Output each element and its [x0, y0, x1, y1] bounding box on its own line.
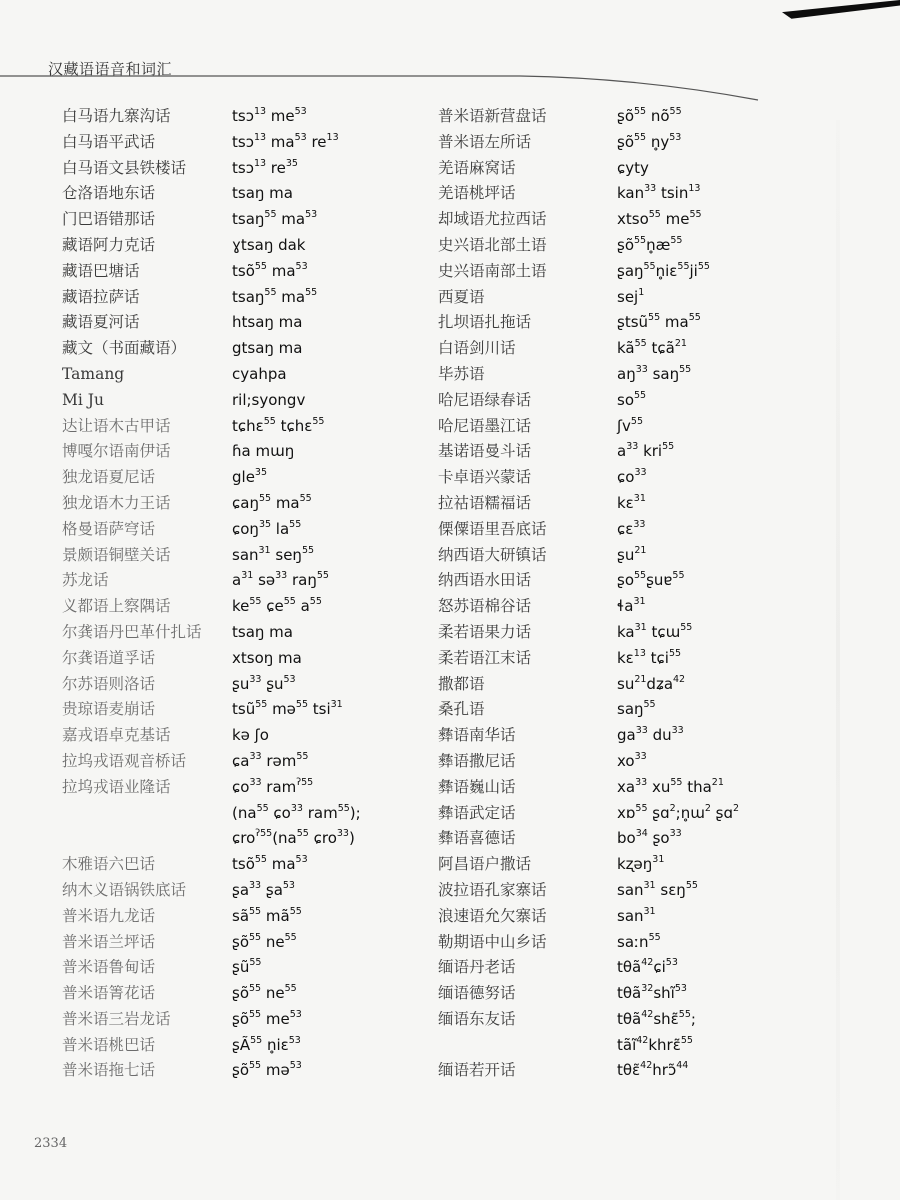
word-form: tsõ$^{55}$ $ma^{53}$	[232, 260, 308, 280]
word-form: tsaŋ ma	[232, 622, 293, 641]
word-form: xtso$^{55}$ $me^{55}$	[617, 209, 702, 229]
word-form: ɦa mɯŋ	[232, 442, 295, 461]
word-form: ʂõ$^{55}$ mə$^{53}$	[232, 1060, 302, 1080]
right-forms	[617, 104, 739, 1084]
word-form: kʐəŋ$^{31}$	[617, 854, 665, 874]
dialect-name: 缅语丹老话	[438, 958, 516, 977]
page-fold-shadow	[836, 120, 840, 1200]
dialect-name: 藏文（书面藏语）	[62, 339, 187, 358]
dialect-name: 毕苏语	[438, 364, 485, 383]
dialect-name: 哈尼语绿春话	[438, 390, 532, 409]
word-form: $so^{55}$	[617, 389, 647, 409]
word-form: ʂu$^{21}$	[617, 544, 647, 564]
word-form: tsaŋ$^{55}$ $ma^{53}$	[232, 209, 318, 229]
word-form: ʂõ$^{55}$ $nõ^{55}$	[617, 106, 682, 125]
dialect-name: 尔苏语则洛话	[62, 674, 156, 693]
word-form: $aŋ^{33}$ saŋ$^{55}$	[617, 363, 692, 383]
dialect-name: 木雅语六巴话	[62, 855, 156, 874]
dialect-name: 仓洛语地东话	[62, 184, 156, 203]
word-form: $ʂaŋ^{55}n̥iɛ^{55}ji^{55}$	[617, 260, 710, 280]
word-form: ɕo$^{33}$ ram$^{ʔ55}$	[232, 776, 314, 796]
dialect-name	[62, 801, 202, 827]
word-form: $ʂõ^{55}n̥æ^{55}$	[617, 234, 683, 254]
dialect-name: 拉坞戎语观音桥话	[62, 751, 187, 770]
dialect-name: 傈僳语里吾底话	[438, 519, 547, 538]
dialect-name: 史兴语北部土语	[438, 235, 547, 254]
word-form: ʂũ$^{55}$	[232, 957, 262, 977]
dialect-name: 白马语平武话	[62, 132, 156, 151]
dialect-name: 卡卓语兴蒙话	[438, 468, 532, 487]
word-form: gtsaŋ ma	[232, 339, 303, 358]
dialect-name: 普米语桃巴话	[62, 1035, 156, 1054]
word-form: tãĩ$^{42}$khrɛ̃$^{55}$	[617, 1034, 693, 1054]
word-form: saːn$^{55}$	[617, 931, 661, 951]
dialect-name: 景颇语铜壁关话	[62, 545, 171, 564]
word-form: tɕhɛ$^{55}$ tɕhɛ$^{55}$	[232, 415, 325, 435]
word-form: ʂtsũ$^{55}$ $ma^{55}$	[617, 312, 701, 332]
word-form: tθã$^{42}$shɛ̃$^{55}$;	[617, 1008, 696, 1028]
word-form: ʂo$^{55}$ʂuɐ$^{55}$	[617, 570, 685, 590]
dialect-name: 缅语东友话	[438, 1009, 516, 1028]
word-form: htsaŋ ma	[232, 313, 303, 332]
word-form: ɕa$^{33}$ rəm$^{55}$	[232, 750, 309, 770]
dialect-name: 藏语拉萨话	[62, 287, 140, 306]
dialect-name: 普米语新营盘话	[438, 107, 547, 125]
word-form: cyahpa	[232, 364, 287, 383]
dialect-name: Mi Ju	[62, 390, 104, 409]
dialect-name: 阿昌语户撒话	[438, 855, 532, 874]
dialect-name: 缅语若开话	[438, 1061, 516, 1080]
dialect-name: Tamang	[62, 364, 125, 383]
dialect-name: 扎坝语扎拖话	[438, 313, 532, 332]
word-form: $ɕro^{ʔ55}(na^{55}$ ɕro$^{33}$)	[232, 828, 355, 848]
word-form: ɕo$^{33}$	[617, 467, 647, 487]
word-form: gle$^{35}$	[232, 467, 268, 487]
dialect-name: 白马语文县铁楼话	[62, 158, 187, 177]
dialect-name: 白语剑川话	[438, 339, 516, 358]
dialect-name: 尔龚语丹巴革什扎话	[62, 622, 202, 641]
word-form: $xa^{33}$ $xu^{55}$ tha$^{21}$	[617, 776, 724, 796]
word-form: ʂa$^{33}$ ʂa$^{53}$	[232, 879, 295, 899]
word-form: $a^{33}$ kri$^{55}$	[617, 441, 675, 461]
word-form: xtsoŋ ma	[232, 648, 302, 667]
dialect-name: 彝语武定话	[438, 803, 516, 822]
word-form: ʂõ$^{55}$ $n̥y^{53}$	[617, 131, 682, 151]
dialect-name: 普米语兰坪话	[62, 932, 156, 951]
dialect-name: 柔若语江末话	[438, 648, 532, 667]
word-form: tsɔ$^{13}$ $ma^{53}$ $re^{13}$	[232, 131, 339, 151]
dialect-name: 尔龚语道孚话	[62, 648, 156, 667]
dialect-name: 达让语木古甲话	[62, 416, 171, 435]
word-form: ʂõ$^{55}$ $ne^{55}$	[232, 931, 297, 951]
dialect-name: 普米语箐花话	[62, 984, 156, 1003]
dialect-name: 苏龙话	[62, 571, 109, 590]
word-form: tθã$^{42}$ɕi$^{53}$	[617, 957, 678, 977]
word-form: tsaŋ$^{55}$ $ma^{55}$	[232, 286, 318, 306]
running-header: 汉藏语语音和词汇	[48, 60, 173, 78]
word-form: san$^{31}$ sɛŋ$^{55}$	[617, 879, 698, 899]
left-forms	[232, 104, 361, 1084]
word-form: ʃv$^{55}$	[617, 415, 644, 435]
word-form: $bo^{34}$ ʂo$^{33}$	[617, 828, 682, 848]
word-form: ril;syongv	[232, 390, 306, 409]
word-form: xɒ$^{55}$ ʂɑ$^2$;n̥ɯ$^2$ ʂɑ$^2$	[617, 802, 740, 822]
word-form: tsɔ$^{13}$ $re^{35}$	[232, 157, 298, 177]
dialect-name: 独龙语木力王话	[62, 493, 171, 512]
dialect-name: 普米语鲁甸话	[62, 958, 156, 977]
dialect-name: 拉坞戎语业隆话	[62, 777, 171, 796]
corner-binding-mark	[782, 0, 900, 22]
word-form: ʂu$^{33}$ ʂu$^{53}$	[232, 673, 296, 693]
dialect-name: 嘉戎语卓克基话	[62, 726, 171, 745]
dialect-name: 藏语巴塘话	[62, 261, 140, 280]
dialect-name: 彝语喜德话	[438, 829, 516, 848]
dialect-name: 羌语桃坪话	[438, 184, 516, 203]
word-form: tθã$^{32}$shĩ$^{53}$	[617, 983, 687, 1003]
word-form: ($na^{55}$ ɕo$^{33}$ ram$^{55}$);	[232, 802, 361, 822]
word-form: ɬa$^{31}$	[617, 596, 646, 616]
dialect-name: 格曼语萨穹话	[62, 519, 156, 538]
word-form: $ka^{31}$ tɕɯ$^{55}$	[617, 621, 693, 641]
dialect-name	[62, 826, 202, 852]
word-form: ɕyty	[617, 158, 649, 177]
word-form: tsũ$^{55}$ mə$^{55}$ tsi$^{31}$	[232, 699, 343, 719]
dialect-name: 白马语九寨沟话	[62, 107, 171, 125]
word-form: $sã^{55}$ $mã^{55}$	[232, 905, 302, 925]
dialect-name: 纳西语大研镇话	[438, 545, 547, 564]
word-form: sej$^1$	[617, 286, 645, 306]
word-form: tθɛ̃$^{42}$hrɔ̃$^{44}$	[617, 1060, 689, 1080]
word-form: $xo^{33}$	[617, 750, 647, 770]
dialect-name: 撒都语	[438, 674, 485, 693]
word-form: $a^{31}$ sə$^{33}$ raŋ$^{55}$	[232, 570, 329, 590]
word-form: ʂÃ$^{55}$ n̥iɛ$^{53}$	[232, 1034, 301, 1054]
word-form: $su^{21}dʑa^{42}$	[617, 673, 686, 693]
word-form: $kã^{55}$ tɕã$^{21}$	[617, 338, 687, 358]
word-form: ɕɛ$^{33}$	[617, 518, 646, 538]
dialect-name: 藏语阿力克话	[62, 235, 156, 254]
word-form: ɣtsaŋ dak	[232, 235, 306, 254]
word-form: kan$^{33}$ tsin$^{13}$	[617, 183, 701, 203]
word-form: tsõ$^{55}$ $ma^{53}$	[232, 854, 308, 874]
word-form: ɕaŋ$^{55}$ $ma^{55}$	[232, 492, 312, 512]
dialect-name: 缅语德努话	[438, 984, 516, 1003]
dialect-name: 纳西语水田话	[438, 571, 532, 590]
word-form: ʂõ$^{55}$ $ne^{55}$	[232, 983, 297, 1003]
dialect-name: 门巴语错那话	[62, 210, 156, 229]
dialect-name	[438, 1033, 547, 1059]
word-form: san$^{31}$ seŋ$^{55}$	[232, 544, 315, 564]
word-form: san$^{31}$	[617, 905, 656, 925]
word-form: kɛ$^{13}$ tɕi$^{55}$	[617, 647, 682, 667]
word-form: $ke^{55}$ ɕe$^{55}$ $a^{55}$	[232, 596, 322, 616]
dialect-name: 怒苏语棉谷话	[438, 597, 532, 616]
dialect-name: 西夏语	[438, 287, 485, 306]
dialect-name: 浪速语允欠寨话	[438, 906, 547, 925]
word-form: $ga^{33}$ $du^{33}$	[617, 725, 684, 745]
dialect-name: 普米语拖七话	[62, 1061, 156, 1080]
right-dialect-names	[438, 104, 547, 1084]
page-number: 2334	[34, 1136, 68, 1151]
dialect-name: 彝语撒尼话	[438, 751, 516, 770]
dialect-name: 羌语麻窝话	[438, 158, 516, 177]
dialect-name: 博嘎尔语南伊话	[62, 442, 171, 461]
dialect-name: 桑孔语	[438, 700, 485, 719]
word-form: ɕoŋ$^{35}$ $la^{55}$	[232, 518, 302, 538]
dialect-name: 普米语九龙话	[62, 906, 156, 925]
dialect-name: 柔若语果力话	[438, 622, 532, 641]
dialect-name: 彝语南华话	[438, 726, 516, 745]
left-dialect-names	[62, 104, 202, 1084]
word-form: tsaŋ ma	[232, 184, 293, 203]
dialect-name: 独龙语夏尼话	[62, 468, 156, 487]
dialect-name: 普米语左所话	[438, 132, 532, 151]
word-form: kə ʃo	[232, 726, 269, 745]
word-form: tsɔ$^{13}$ $me^{53}$	[232, 106, 307, 125]
dialect-name: 哈尼语墨江话	[438, 416, 532, 435]
dialect-name: 却域语尤拉西话	[438, 210, 547, 229]
dialect-name: 纳木义语锅铁底话	[62, 880, 187, 899]
dialect-name: 基诺语曼斗话	[438, 442, 532, 461]
word-form: kɛ$^{31}$	[617, 492, 646, 512]
dialect-name: 普米语三岩龙话	[62, 1009, 171, 1028]
dialect-name: 勒期语中山乡话	[438, 932, 547, 951]
dialect-name: 彝语巍山话	[438, 777, 516, 796]
dialect-name: 贵琼语麦崩话	[62, 700, 156, 719]
dialect-name: 义都语上察隅话	[62, 597, 171, 616]
word-form: saŋ$^{55}$	[617, 699, 656, 719]
dialect-name: 藏语夏河话	[62, 313, 140, 332]
dialect-name: 史兴语南部土语	[438, 261, 547, 280]
dialect-name: 拉祜语糯福话	[438, 493, 532, 512]
word-form: ʂõ$^{55}$ $me^{53}$	[232, 1008, 302, 1028]
dialect-name: 波拉语孔家寨话	[438, 880, 547, 899]
